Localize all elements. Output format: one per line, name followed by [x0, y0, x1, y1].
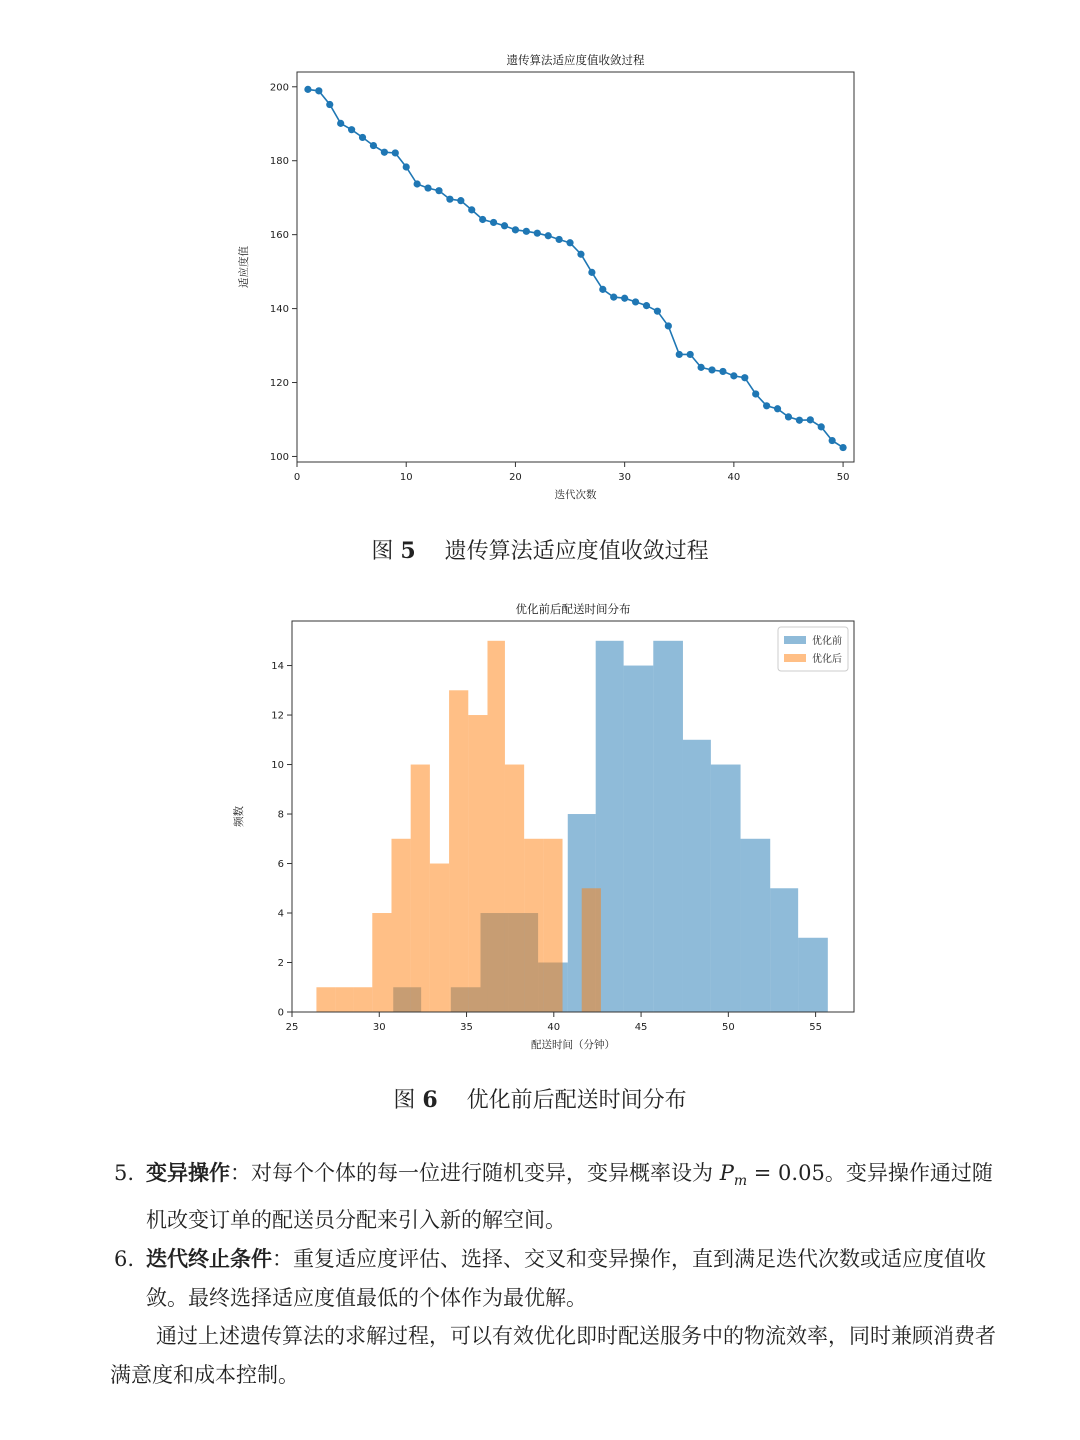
histogram-bar [430, 864, 449, 1012]
histogram-bar [391, 839, 410, 1012]
histogram-bar [316, 987, 335, 1012]
data-point [359, 134, 366, 141]
data-point [687, 351, 694, 358]
data-point [818, 423, 825, 430]
data-point [523, 228, 530, 235]
list-text: 重复适应度评估、选择、交叉和变异操作，直到满足迭代次数或适应度值收敛。最终选择适应度值最低的个体作为最优解。 [146, 1247, 986, 1311]
data-point [708, 366, 715, 373]
data-point [610, 294, 617, 301]
data-point [392, 149, 399, 156]
figure-5-caption [0, 534, 1080, 565]
data-point [719, 368, 726, 375]
fitness-convergence-chart [0, 40, 1080, 510]
x-tick-label: 30 [372, 1022, 386, 1033]
caption-label: 图 [393, 1088, 416, 1113]
y-tick-label: 100 [269, 451, 289, 463]
x-tick-label: 20 [509, 472, 522, 483]
y-tick-label: 8 [277, 809, 284, 821]
data-point [512, 226, 519, 233]
histogram-bar [353, 987, 372, 1012]
histogram-bar [711, 765, 741, 1012]
list-term: 迭代终止条件 [146, 1247, 272, 1272]
numbered-list [110, 1154, 1010, 1318]
histogram-bar [411, 765, 430, 1012]
histogram-bar [582, 888, 601, 1012]
data-point [315, 87, 322, 94]
x-tick-label: 50 [836, 472, 850, 483]
body-paragraph: 通过上述遗传算法的求解过程，可以有效优化即时配送服务中的物流效率，同时兼顾消费者满意度和成本控制。 [110, 1324, 996, 1387]
y-tick-label: 12 [271, 710, 284, 722]
legend-label: 优化前 [812, 636, 842, 647]
data-point [730, 372, 737, 379]
data-point [414, 180, 421, 187]
delivery-time-histogram [0, 590, 1080, 1060]
data-point [348, 126, 355, 133]
chart-title: 优化前后配送时间分布 [515, 602, 631, 616]
x-axis-label: 迭代次数 [554, 489, 597, 501]
x-tick-label: 35 [460, 1022, 473, 1033]
histogram-bar [505, 765, 524, 1012]
caption-number: 6 [422, 1087, 438, 1113]
data-point [763, 402, 770, 409]
y-tick-label: 120 [269, 378, 289, 390]
data-point [479, 216, 486, 223]
data-point [304, 86, 311, 93]
legend-swatch [784, 636, 806, 644]
plot-frame [297, 72, 854, 462]
x-tick-label: 30 [618, 472, 632, 483]
x-axis-label: 配送时间（分钟） [531, 1039, 615, 1051]
y-tick-label: 200 [269, 82, 289, 94]
y-tick-label: 180 [269, 156, 289, 168]
histogram-bar [770, 888, 798, 1012]
x-tick-label: 40 [547, 1022, 561, 1033]
data-point [588, 269, 595, 276]
histogram-bar [372, 913, 391, 1012]
data-point [326, 101, 333, 108]
histogram-bar [468, 715, 487, 1012]
data-point [741, 374, 748, 381]
list-marker: 6. [114, 1247, 135, 1272]
figure-6 [0, 590, 1080, 1060]
figure-5 [0, 40, 1080, 510]
x-tick-label: 40 [727, 472, 741, 483]
x-tick-label: 0 [293, 472, 301, 483]
data-point [403, 163, 410, 170]
list-marker: 5. [114, 1161, 135, 1185]
data-point [839, 444, 846, 451]
y-tick-label: 2 [277, 958, 284, 970]
list-text: 对每个个体的每一位进行随机变异，变异概率设为 [251, 1161, 720, 1185]
y-tick-label: 0 [277, 1007, 284, 1019]
y-tick-label: 4 [277, 908, 284, 920]
y-axis-label: 频数 [233, 806, 245, 827]
data-point [796, 417, 803, 424]
data-point [774, 405, 781, 412]
caption-text: 遗传算法适应度值收敛过程 [444, 539, 709, 564]
x-tick-label: 55 [809, 1022, 822, 1033]
x-tick-label: 25 [285, 1022, 299, 1033]
data-point [632, 298, 639, 305]
list-colon: ： [272, 1247, 293, 1272]
histogram-bar [449, 690, 468, 1012]
list-item [110, 1154, 1010, 1240]
legend-label: 优化后 [812, 654, 842, 665]
data-point [676, 351, 683, 358]
data-point [829, 437, 836, 444]
data-point [577, 251, 584, 258]
data-point [370, 142, 377, 149]
data-point [468, 206, 475, 213]
y-tick-label: 14 [271, 661, 284, 673]
x-tick-label: 10 [399, 472, 413, 483]
data-point [599, 286, 606, 293]
y-axis-label: 适应度值 [238, 246, 250, 288]
data-point [545, 232, 552, 239]
data-point [752, 390, 759, 397]
histogram-bar [798, 938, 828, 1012]
data-point [785, 413, 792, 420]
data-point [424, 184, 431, 191]
math-variable: $P_m$ [719, 1161, 748, 1190]
data-point [534, 230, 541, 237]
histogram-bar [653, 641, 683, 1012]
figure-6-caption [0, 1083, 1080, 1114]
data-point [665, 322, 672, 329]
list-item [110, 1240, 1010, 1318]
series-line [308, 89, 843, 447]
y-tick-label: 140 [269, 304, 289, 316]
data-point [643, 302, 650, 309]
histogram-bar [683, 740, 711, 1012]
data-point [697, 364, 704, 371]
y-tick-label: 160 [269, 230, 289, 242]
list-text: 。变异操作通过随机改变订单的配送员分配来引入新的解空间。 [146, 1161, 993, 1233]
math-value: = 0.05 [747, 1161, 825, 1185]
caption-number: 5 [400, 538, 416, 564]
data-point [556, 236, 563, 243]
data-point [446, 196, 453, 203]
x-tick-label: 45 [634, 1022, 648, 1033]
data-point [381, 149, 388, 156]
x-tick-label: 50 [721, 1022, 735, 1033]
data-point [337, 120, 344, 127]
histogram-bar [741, 839, 771, 1012]
data-point [501, 222, 508, 229]
list-term: 变异操作 [146, 1161, 230, 1185]
data-point [807, 416, 814, 423]
histogram-bar [543, 839, 562, 1012]
chart-title: 遗传算法适应度值收敛过程 [506, 53, 645, 67]
list-colon: ： [230, 1161, 251, 1185]
data-point [621, 295, 628, 302]
caption-text: 优化前后配送时间分布 [466, 1088, 687, 1113]
histogram-bar [336, 987, 353, 1012]
legend-swatch [784, 654, 806, 662]
histogram-bar [624, 666, 654, 1012]
data-point [566, 239, 573, 246]
data-point [654, 308, 661, 315]
data-point [435, 187, 442, 194]
histogram-bar [524, 839, 543, 1012]
histogram-bar [487, 641, 504, 1012]
caption-label: 图 [371, 539, 394, 564]
data-point [457, 197, 464, 204]
y-tick-label: 10 [271, 760, 284, 772]
y-tick-label: 6 [277, 859, 284, 871]
data-point [490, 219, 497, 226]
